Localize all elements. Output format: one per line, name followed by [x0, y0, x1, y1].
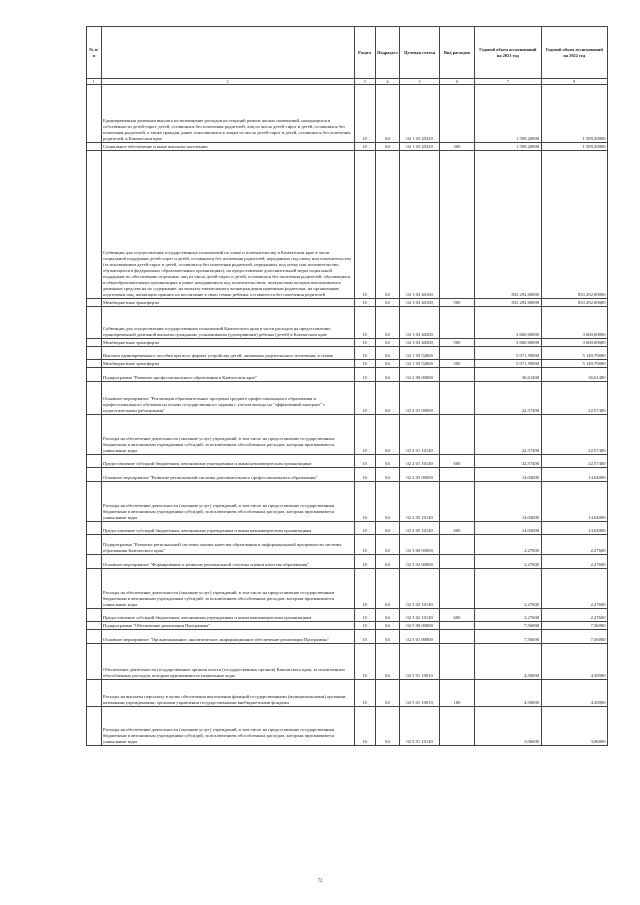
row-razdel: 10 — [354, 368, 375, 382]
row-target-article: 02 5 01 10010 — [400, 680, 439, 707]
row-number — [87, 555, 102, 569]
column-index: 1 — [87, 79, 102, 85]
row-name: Предоставление субсидий бюджетным, автономным учреждениям и иным некоммерческим организациям — [101, 455, 354, 468]
table-row — [87, 415, 608, 455]
table-row — [87, 522, 608, 535]
row-target-article: 02 2 05 00000 — [400, 468, 439, 482]
row-expense-type — [439, 368, 474, 382]
row-expense-type — [439, 468, 474, 482]
row-expense-type — [439, 630, 474, 644]
row-target-article: 02 2 00 00000 — [400, 368, 439, 382]
row-name: Субвенции для осуществления государственных полномочий по опеке и попечительству в Камчатском крае в части социальной поддержки детей-сирот и детей, оставшихся без попечения родителей, переданных под опеку или попечительство (за исключением детей-сирот и детей, оставшихся без попечения родителей, переданных под опеку или попечительство, обучающихся в федеральных образовательных организациях), на предоставление дополнительной меры социальной поддержки по обеспечению отдельных лиц из числа детей-сирот и детей, оставшихся без попечения родителей, обучающихся в общеобразовательных организациях и ранее находившихся под попечительством, опекунством которых выплачивались денежные средства на их содержание, на выплату ежемесячного вознаграждения приемным родителям, на организацию подготовки лиц, желающих принять на воспитание в свою семью ребенка, оставшегося без попечения родителей — [101, 151, 354, 299]
row-expense-type — [439, 382, 474, 415]
budget-table — [86, 26, 608, 746]
column-index: 8 — [541, 79, 607, 85]
row-name: Расходы на выплаты персоналу в целях обеспечения выполнения функций государственными (муниципальными) органами, казенными учреждениями, органами управления государственными внебюджетными фондами — [101, 680, 354, 707]
row-number — [87, 151, 102, 299]
column-index: 7 — [475, 79, 541, 85]
row-expense-type — [439, 707, 474, 746]
row-year-2022: 833 292,00000 — [541, 151, 607, 299]
table-row — [87, 339, 608, 347]
row-target-article: 02 2 01 10140 — [400, 455, 439, 468]
table-row — [87, 482, 608, 522]
row-expense-type: 100 — [439, 680, 474, 707]
row-razdel: 10 — [354, 85, 375, 143]
row-razdel: 10 — [354, 360, 375, 368]
row-name: Расходы на обеспечение деятельности (оказание услуг) учреждений, в том числе на предоставление государственным бюджетным и автономным учреждениям субсидий, за исключением обособленных расходов, которым присваиваются уникальные коды — [101, 415, 354, 455]
row-target-article: 02 1 03 40160 — [400, 151, 439, 299]
row-target-article: 02 1 03 40200 — [400, 339, 439, 347]
row-razdel: 10 — [354, 644, 375, 680]
row-name: Подпрограмма "Развитие региональной системы оценки качества образования и информационной прозрачности системы образования Камчатского края" — [101, 535, 354, 555]
row-name: Основное мероприятие "Развитие региональной системы дополнительного профессионального образования" — [101, 468, 354, 482]
row-razdel: 10 — [354, 151, 375, 299]
table-row — [87, 707, 608, 746]
row-expense-type — [439, 482, 474, 522]
row-year-2021: 22,57400 — [475, 415, 541, 455]
row-number — [87, 415, 102, 455]
row-number — [87, 522, 102, 535]
row-expense-type: 600 — [439, 522, 474, 535]
row-number — [87, 143, 102, 151]
row-podrazdel: 04 — [375, 360, 400, 368]
row-name: Межбюджетные трансферты — [101, 299, 354, 307]
page-number: 72 — [317, 879, 323, 884]
row-year-2021: 1 509,20000 — [475, 85, 541, 143]
row-year-2022: 3,06000 — [541, 707, 607, 746]
row-target-article: 02 3 02 10140 — [400, 569, 439, 609]
row-number — [87, 360, 102, 368]
row-podrazdel: 04 — [375, 644, 400, 680]
table-row — [87, 368, 608, 382]
row-number — [87, 680, 102, 707]
row-year-2022: 2,27600 — [541, 609, 607, 622]
row-year-2022: 22,57400 — [541, 382, 607, 415]
header-target-article: Целевая статья — [400, 27, 439, 79]
row-year-2021: 2,27600 — [475, 569, 541, 609]
row-expense-type: 300 — [439, 143, 474, 151]
row-year-2021: 833 292,00000 — [475, 299, 541, 307]
row-expense-type — [439, 347, 474, 360]
row-year-2022: 14,04000 — [541, 522, 607, 535]
row-name: Предоставление субсидий бюджетным, автономным учреждениям и иным некоммерческим организациям — [101, 522, 354, 535]
column-index: 6 — [439, 79, 474, 85]
row-razdel: 10 — [354, 707, 375, 746]
row-year-2021: 5 071,50000 — [475, 360, 541, 368]
row-year-2021: 5 071,50000 — [475, 347, 541, 360]
row-number — [87, 455, 102, 468]
table-row — [87, 535, 608, 555]
row-year-2022: 5 149,70000 — [541, 360, 607, 368]
row-year-2021: 14,04000 — [475, 482, 541, 522]
row-expense-type: 600 — [439, 455, 474, 468]
row-year-2021: 7,56000 — [475, 622, 541, 630]
row-podrazdel: 04 — [375, 368, 400, 382]
row-name: Подпрограмма "Обеспечение реализации Программы" — [101, 622, 354, 630]
row-year-2022: 2,27600 — [541, 555, 607, 569]
table-row — [87, 382, 608, 415]
row-target-article: 02 3 00 00000 — [400, 535, 439, 555]
table-header-row — [87, 27, 608, 79]
row-number — [87, 630, 102, 644]
row-target-article: 02 5 01 10140 — [400, 707, 439, 746]
row-expense-type: 500 — [439, 360, 474, 368]
row-expense-type — [439, 85, 474, 143]
table-body — [87, 85, 608, 746]
row-podrazdel: 04 — [375, 382, 400, 415]
row-year-2021: 4,50000 — [475, 644, 541, 680]
row-target-article: 02 3 02 10140 — [400, 609, 439, 622]
row-target-article: 02 5 01 10010 — [400, 644, 439, 680]
row-name: Межбюджетные трансферты — [101, 339, 354, 347]
table-row — [87, 468, 608, 482]
row-expense-type: 500 — [439, 339, 474, 347]
row-target-article: 02 1 03 20320 — [400, 143, 439, 151]
header-expense-type: Вид расходов — [439, 27, 474, 79]
row-podrazdel: 04 — [375, 535, 400, 555]
row-podrazdel: 04 — [375, 609, 400, 622]
row-year-2021: 4,50000 — [475, 680, 541, 707]
row-year-2022: 22,57400 — [541, 415, 607, 455]
row-name: Субвенции для осуществления государственных полномочий Камчатского края в части расходов на предоставление единовременной денежной выплаты гражданам, усыновившим (удочерившим) ребенка (детей) в Камчатском крае — [101, 307, 354, 339]
table-row — [87, 85, 608, 143]
table-row — [87, 609, 608, 622]
header-num: № п/п — [87, 27, 102, 79]
row-podrazdel: 04 — [375, 707, 400, 746]
row-year-2021: 7,56000 — [475, 630, 541, 644]
row-razdel: 10 — [354, 609, 375, 622]
header-razdel: Раздел — [354, 27, 375, 79]
row-target-article: 02 3 02 00000 — [400, 555, 439, 569]
row-number — [87, 609, 102, 622]
row-razdel: 10 — [354, 522, 375, 535]
row-razdel: 10 — [354, 630, 375, 644]
row-razdel: 10 — [354, 143, 375, 151]
row-razdel: 10 — [354, 535, 375, 555]
row-podrazdel: 04 — [375, 151, 400, 299]
row-number — [87, 622, 102, 630]
row-podrazdel: 04 — [375, 569, 400, 609]
row-podrazdel: 04 — [375, 415, 400, 455]
row-target-article: 02 2 01 00000 — [400, 382, 439, 415]
row-year-2021: 2,27600 — [475, 535, 541, 555]
table-row — [87, 555, 608, 569]
row-target-article: 02 1 03 20320 — [400, 85, 439, 143]
row-year-2021: 22,57400 — [475, 455, 541, 468]
row-razdel: 10 — [354, 555, 375, 569]
row-number — [87, 347, 102, 360]
table-row — [87, 299, 608, 307]
row-year-2022: 14,04000 — [541, 482, 607, 522]
row-number — [87, 569, 102, 609]
row-razdel: 10 — [354, 307, 375, 339]
header-name — [101, 27, 354, 79]
row-target-article: 02 1 03 40160 — [400, 299, 439, 307]
row-year-2022: 14,04000 — [541, 468, 607, 482]
column-index: 4 — [375, 79, 400, 85]
row-target-article: 02 2 05 10140 — [400, 522, 439, 535]
row-expense-type — [439, 555, 474, 569]
row-razdel: 10 — [354, 569, 375, 609]
table-row — [87, 630, 608, 644]
table-row — [87, 360, 608, 368]
row-year-2022: 4,50000 — [541, 680, 607, 707]
row-name: Единовременная денежная выплата на возмещение расходов на текущий ремонт жилых помещений, находящихся в собственности детей-сирот, детей, оставшихся без попечения родителей, лиц из числа детей-сирот и детей, оставшихся без попечения родителей, а также граждан, ранее относившихся к лицам из числа детей-сирот и детей, оставшихся без попечения родителей, в Камчатском крае — [101, 85, 354, 143]
row-razdel: 10 — [354, 455, 375, 468]
row-name: Выплата единовременного пособия при всех формах устройства детей, лишенных родительского попечения, в семью — [101, 347, 354, 360]
row-razdel: 10 — [354, 339, 375, 347]
table-row — [87, 347, 608, 360]
row-year-2021: 3,06000 — [475, 707, 541, 746]
row-year-2022: 833 292,00000 — [541, 299, 607, 307]
row-expense-type — [439, 644, 474, 680]
table-row — [87, 680, 608, 707]
row-name: Предоставление субсидий бюджетным, автономным учреждениям и иным некоммерческим организациям — [101, 609, 354, 622]
row-razdel: 10 — [354, 382, 375, 415]
row-year-2022: 4,50000 — [541, 644, 607, 680]
row-year-2022: 2,27600 — [541, 535, 607, 555]
row-year-2022: 7,56000 — [541, 630, 607, 644]
row-podrazdel: 04 — [375, 468, 400, 482]
row-name: Расходы на обеспечение деятельности (оказание услуг) учреждений, в том числе на предоставление государственным бюджетным и автономным учреждениям субсидий, за исключением обособленных расходов, которым присваиваются уникальные коды — [101, 569, 354, 609]
row-razdel: 10 — [354, 680, 375, 707]
row-year-2021: 1 509,20000 — [475, 143, 541, 151]
row-name: Основное мероприятие "Реализация образовательных программ среднего профессионального образования и профессионального обучения на основе государственного задания с учетом выхода на "эффективный контракт" с педагогическими работниками" — [101, 382, 354, 415]
row-name: Основное мероприятие "Формирование и развитие региональной системы оценки качества образования" — [101, 555, 354, 569]
row-razdel: 10 — [354, 347, 375, 360]
row-name: Социальное обеспечение и иные выплаты населению — [101, 143, 354, 151]
row-year-2021: 14,04000 — [475, 522, 541, 535]
row-expense-type — [439, 622, 474, 630]
row-year-2021: 22,57400 — [475, 382, 541, 415]
row-year-2022: 1 509,20000 — [541, 85, 607, 143]
row-podrazdel: 04 — [375, 85, 400, 143]
row-number — [87, 707, 102, 746]
table-row — [87, 151, 608, 299]
row-number — [87, 644, 102, 680]
row-target-article: 02 1 03 52600 — [400, 360, 439, 368]
row-razdel: 10 — [354, 482, 375, 522]
row-year-2022: 7,56000 — [541, 622, 607, 630]
row-razdel: 10 — [354, 622, 375, 630]
row-podrazdel: 04 — [375, 299, 400, 307]
row-year-2021: 833 292,00000 — [475, 151, 541, 299]
row-number — [87, 339, 102, 347]
row-expense-type: 600 — [439, 609, 474, 622]
row-podrazdel: 04 — [375, 555, 400, 569]
row-podrazdel: 04 — [375, 307, 400, 339]
header-year-2022: Годовой объем ассигнований на 2022 год — [541, 27, 607, 79]
table-row — [87, 143, 608, 151]
row-expense-type — [439, 535, 474, 555]
row-year-2022: 36,61400 — [541, 368, 607, 382]
row-razdel: 10 — [354, 299, 375, 307]
table-row — [87, 307, 608, 339]
row-year-2021: 3 600,00000 — [475, 339, 541, 347]
row-podrazdel: 04 — [375, 622, 400, 630]
row-name: Обеспечение деятельности государственных органов власти (государственных органов) Камчатского края, за исключением обособленных расходов, которым присваиваются уникальные коды — [101, 644, 354, 680]
row-name: Расходы на обеспечение деятельности (оказание услуг) учреждений, в том числе на предоставление государственным бюджетным и автономным учреждениям субсидий, за исключением обособленных расходов, которым присваиваются уникальные коды — [101, 482, 354, 522]
row-year-2021: 36,61400 — [475, 368, 541, 382]
row-number — [87, 85, 102, 143]
row-target-article: 02 2 01 10140 — [400, 415, 439, 455]
row-target-article: 02 2 05 10140 — [400, 482, 439, 522]
row-year-2022: 3 600,00000 — [541, 307, 607, 339]
row-target-article: 02 5 00 00000 — [400, 622, 439, 630]
row-podrazdel: 04 — [375, 455, 400, 468]
header-podrazdel: Подраздел — [375, 27, 400, 79]
row-number — [87, 307, 102, 339]
row-year-2021: 2,27600 — [475, 555, 541, 569]
column-index: 2 — [101, 79, 354, 85]
row-name: Расходы на обеспечение деятельности (оказание услуг) учреждений, в том числе на предоставление государственным бюджетным и автономным учреждениям субсидий, за исключением обособленных расходов, которым присваиваются уникальные коды — [101, 707, 354, 746]
table-row — [87, 569, 608, 609]
row-year-2021: 14,04000 — [475, 468, 541, 482]
row-year-2021: 3 600,00000 — [475, 307, 541, 339]
row-expense-type — [439, 569, 474, 609]
row-target-article: 02 1 03 52600 — [400, 347, 439, 360]
row-number — [87, 482, 102, 522]
row-year-2022: 3 600,00000 — [541, 339, 607, 347]
row-podrazdel: 04 — [375, 339, 400, 347]
row-number — [87, 468, 102, 482]
table-row — [87, 622, 608, 630]
row-razdel: 10 — [354, 468, 375, 482]
row-razdel: 10 — [354, 415, 375, 455]
row-expense-type: 500 — [439, 299, 474, 307]
column-index: 5 — [400, 79, 439, 85]
row-podrazdel: 04 — [375, 522, 400, 535]
row-podrazdel: 04 — [375, 680, 400, 707]
table-row — [87, 455, 608, 468]
row-year-2022: 5 149,70000 — [541, 347, 607, 360]
row-podrazdel: 04 — [375, 630, 400, 644]
row-year-2022: 1 509,20000 — [541, 143, 607, 151]
column-index: 3 — [354, 79, 375, 85]
row-podrazdel: 04 — [375, 143, 400, 151]
row-name: Основное мероприятие "Организационное, аналитическое, информационное обеспечение реализации Программы" — [101, 630, 354, 644]
row-year-2021: 2,27600 — [475, 609, 541, 622]
row-number — [87, 368, 102, 382]
row-number — [87, 535, 102, 555]
table-row — [87, 644, 608, 680]
row-target-article: 02 5 01 00000 — [400, 630, 439, 644]
header-year-2021: Годовой объем ассигнований на 2021 год — [475, 27, 541, 79]
row-expense-type — [439, 307, 474, 339]
row-name: Межбюджетные трансферты — [101, 360, 354, 368]
row-podrazdel: 04 — [375, 482, 400, 522]
row-year-2022: 2,27600 — [541, 569, 607, 609]
row-number — [87, 382, 102, 415]
row-expense-type — [439, 151, 474, 299]
row-year-2022: 22,57400 — [541, 455, 607, 468]
row-target-article: 02 1 03 40200 — [400, 307, 439, 339]
row-number — [87, 299, 102, 307]
row-podrazdel: 04 — [375, 347, 400, 360]
row-expense-type — [439, 415, 474, 455]
row-name: Подпрограмма "Развитие профессионального образования в Камчатском крае" — [101, 368, 354, 382]
